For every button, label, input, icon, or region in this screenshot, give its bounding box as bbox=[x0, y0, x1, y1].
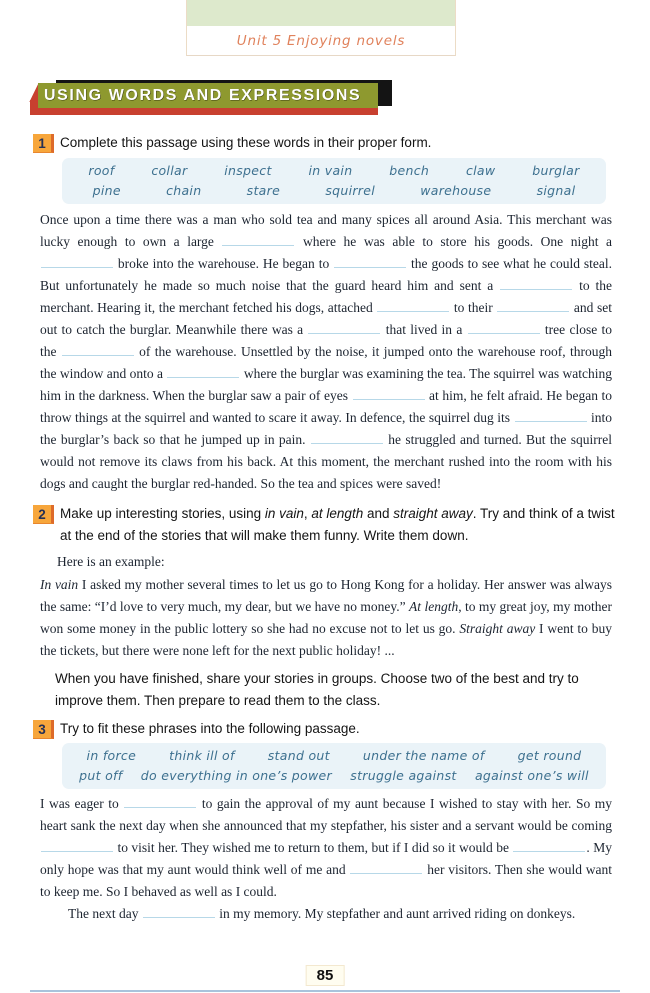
word-bank-row-2 bbox=[70, 181, 598, 201]
page-content bbox=[0, 116, 650, 925]
text-segment: I went to buy the tickets, but there were none left for the next public holiday! ... bbox=[40, 621, 612, 658]
text-segment: to their bbox=[450, 300, 497, 315]
blank-line bbox=[143, 905, 215, 918]
exercise-2-number-badge: 2 bbox=[33, 505, 54, 524]
phrase-bank-row-1 bbox=[70, 746, 598, 766]
text-segment: at him, he felt afraid. He began to throw things at the squirrel and wanted to scare it away. In defence, the squirrel dug its bbox=[40, 388, 612, 425]
exercise-1-passage bbox=[40, 209, 612, 495]
text-segment: I asked my mother several times to let us go to Hong Kong for a holiday. Her answer was always the same: “I’d love to very much, my dear, but we have no money.” bbox=[40, 577, 612, 614]
bank-word: roof bbox=[88, 163, 115, 178]
exercise-3-instruction: Try to fit these phrases into the following passage. bbox=[60, 721, 360, 736]
exercise-1-word-bank bbox=[62, 158, 606, 204]
text-segment: In vain bbox=[40, 577, 79, 592]
banner-olive-stripe bbox=[38, 83, 378, 108]
page-number: 85 bbox=[306, 965, 345, 986]
blank-line bbox=[124, 795, 196, 808]
text-segment: to gain the approval of my aunt because I wished to stay with her. So my heart sank the next day when she announced that my stepfather, his sister and a servant would be coming bbox=[40, 796, 612, 833]
bottom-rule bbox=[30, 990, 620, 992]
unit-title: Unit 5 Enjoying novels bbox=[236, 32, 406, 49]
text-segment: The next day bbox=[68, 906, 142, 921]
phrase-bank-row-2 bbox=[70, 766, 598, 786]
blank-line bbox=[41, 255, 113, 268]
text-segment: where he was able to store his goods. One night a bbox=[295, 234, 612, 249]
bank-word: stare bbox=[246, 183, 281, 198]
unit-header-band bbox=[187, 0, 455, 26]
blank-line bbox=[41, 839, 113, 852]
bank-word: collar bbox=[151, 163, 188, 178]
text-segment: that lived in a bbox=[381, 322, 467, 337]
text-segment: , bbox=[303, 506, 312, 521]
blank-line bbox=[377, 299, 449, 312]
text-segment: of the warehouse. Unsettled by the noise, it jumped onto the warehouse roof, through the window and onto a bbox=[40, 344, 612, 381]
exercise-1-instruction: Complete this passage using these words in their proper form. bbox=[60, 135, 432, 150]
blank-line bbox=[311, 431, 383, 444]
bank-word: burglar bbox=[532, 163, 580, 178]
text-segment: Make up interesting stories, using bbox=[60, 506, 265, 521]
blank-line bbox=[513, 839, 585, 852]
exercise-2-example-paragraph bbox=[40, 574, 612, 662]
bank-word: squirrel bbox=[325, 183, 375, 198]
section-title-banner bbox=[30, 80, 392, 117]
bank-word: claw bbox=[465, 163, 496, 178]
bank-word: think ill of bbox=[169, 748, 235, 763]
text-segment: at length bbox=[311, 506, 364, 521]
bank-word: chain bbox=[166, 183, 202, 198]
text-segment: broke into the warehouse. He began to bbox=[114, 256, 334, 271]
text-segment: to the merchant. Hearing it, the merchant fetched his dogs, attached bbox=[40, 278, 613, 315]
text-segment: in vain bbox=[264, 506, 304, 521]
text-segment: and set out to catch the burglar. Meanwhile there was a bbox=[40, 300, 612, 337]
text-segment: At length bbox=[409, 599, 459, 614]
bank-word: get round bbox=[517, 748, 582, 763]
section-title: USING WORDS AND EXPRESSIONS bbox=[44, 86, 362, 104]
text-segment: Straight away bbox=[459, 621, 536, 636]
text-segment: . Try and think of a twist at the end of the stories that will make them funny. Write them down. bbox=[60, 506, 615, 543]
bank-word: pine bbox=[92, 183, 121, 198]
word-bank-row-1 bbox=[70, 161, 598, 181]
exercise-2-followup: When you have finished, share your stories in groups. Choose two of the best and try to improve them. Then prepare to read them to the class. bbox=[55, 671, 579, 708]
blank-line bbox=[468, 321, 540, 334]
text-segment: tree close to the bbox=[40, 322, 612, 359]
text-segment: into the burglar’s back so that he jumped up in pain. bbox=[40, 410, 612, 447]
blank-line bbox=[353, 387, 425, 400]
text-segment: the goods to see what he could steal. But unfortunately he made so much noise that the guard heard him and sent a bbox=[40, 256, 613, 293]
exercise-2-header bbox=[33, 503, 620, 547]
bank-word: bench bbox=[389, 163, 430, 178]
blank-line bbox=[308, 321, 380, 334]
text-segment: Once upon a time there was a man who sold tea and many spices all around Asia. This merchant was lucky enough to own a large bbox=[40, 212, 612, 249]
bank-word: in vain bbox=[308, 163, 353, 178]
exercise-3-passage bbox=[40, 793, 612, 903]
exercise-3-phrase-bank bbox=[62, 743, 606, 789]
blank-line bbox=[334, 255, 406, 268]
exercise-1-number-badge: 1 bbox=[33, 134, 54, 153]
text-segment: her visitors. Then she would want to keep me. So I behaved as well as I could. bbox=[40, 862, 613, 899]
blank-line bbox=[222, 233, 294, 246]
text-segment: and bbox=[363, 506, 394, 521]
blank-line bbox=[497, 299, 569, 312]
bank-word: against one’s will bbox=[474, 768, 589, 783]
bank-word: under the name of bbox=[362, 748, 485, 763]
exercise-3-header bbox=[33, 718, 620, 740]
bank-word: struggle against bbox=[350, 768, 457, 783]
text-segment: straight away bbox=[393, 506, 473, 521]
text-segment: , to my great joy, my mother won some money in the public lottery so she had no excuse not to let us go. bbox=[40, 599, 612, 636]
bank-word: in force bbox=[86, 748, 137, 763]
exercise-3-number-badge: 3 bbox=[33, 720, 54, 739]
blank-line bbox=[350, 861, 422, 874]
blank-line bbox=[515, 409, 587, 422]
exercise-2-instruction bbox=[60, 503, 616, 547]
bank-word: warehouse bbox=[420, 183, 492, 198]
text-segment: in my memory. My stepfather and aunt arrived riding on donkeys. bbox=[215, 906, 576, 921]
text-segment: where the burglar was examining the tea. The squirrel was watching him in the darkness. When the burglar saw a pair of eyes bbox=[40, 366, 612, 403]
exercise-3-passage-2 bbox=[40, 903, 612, 925]
text-segment: I was eager to bbox=[40, 796, 124, 811]
blank-line bbox=[500, 277, 572, 290]
bank-word: do everything in one’s power bbox=[140, 768, 332, 783]
exercise-2-example-label: Here is an example: bbox=[57, 554, 165, 569]
exercise-1-header bbox=[33, 132, 620, 154]
text-segment: he struggled and turned. But the squirrel would not remove its claws from his back. At this moment, the merchant rushed into the room with his dogs and caught the burglar red-handed. So the tea and spices were saved! bbox=[40, 432, 613, 491]
text-segment: to visit her. They wished me to return to them, but if I did so it would be bbox=[114, 840, 513, 855]
bank-word: inspect bbox=[224, 163, 272, 178]
blank-line bbox=[62, 343, 134, 356]
bank-word: signal bbox=[536, 183, 576, 198]
blank-line bbox=[167, 365, 239, 378]
unit-header-tab bbox=[186, 0, 456, 56]
bank-word: stand out bbox=[267, 748, 330, 763]
text-segment: . My only hope was that my aunt would think well of me and bbox=[40, 840, 612, 877]
bank-word: put off bbox=[79, 768, 123, 783]
